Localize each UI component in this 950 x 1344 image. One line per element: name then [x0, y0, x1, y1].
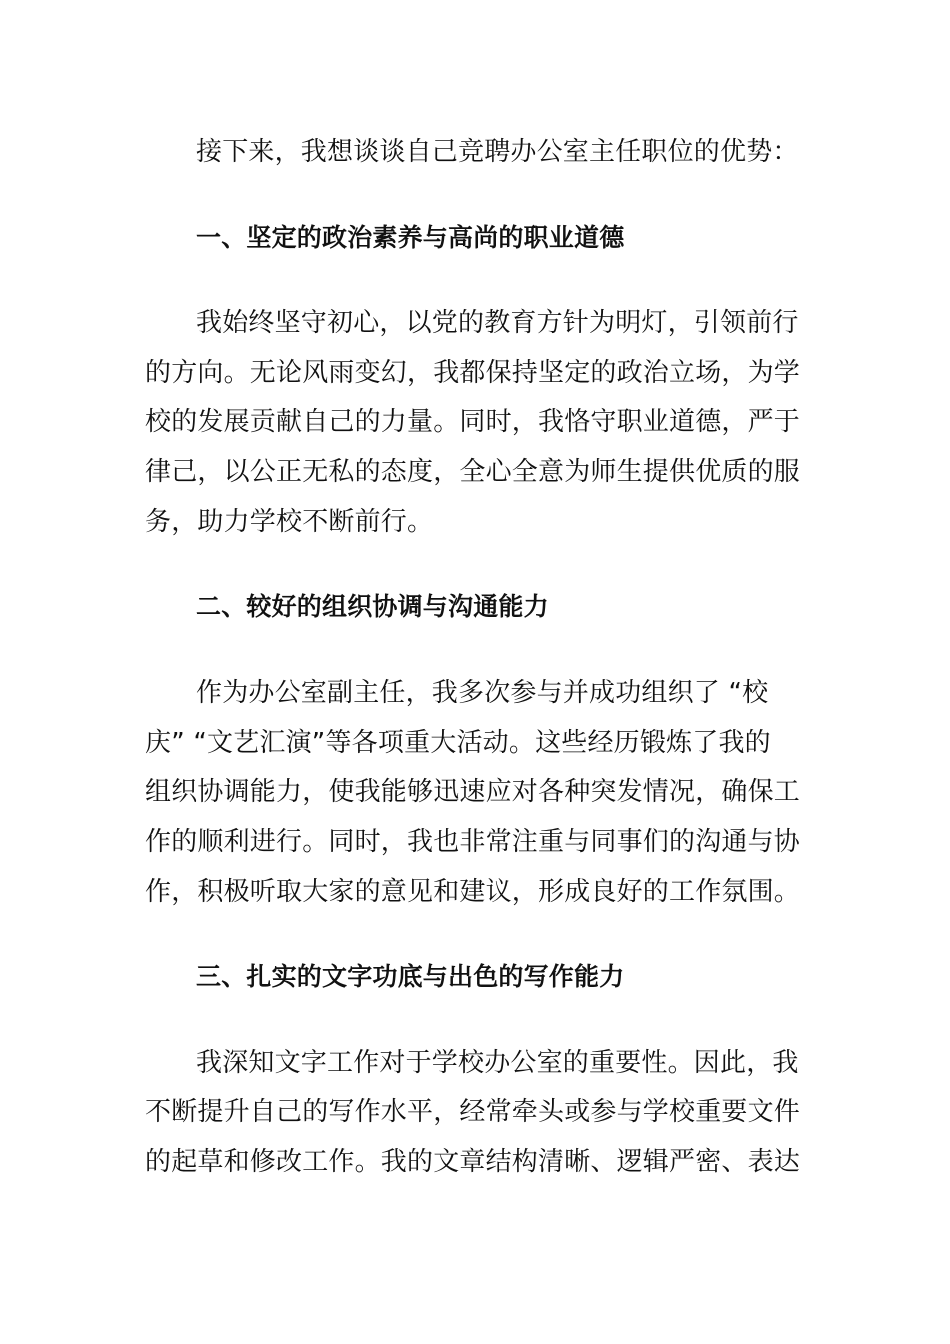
paragraph-line: 作，积极听取大家的意见和建议，形成良好的工作氛围。 [145, 877, 801, 907]
paragraph-line: 我始终坚守初心，以党的教育方针为明灯，引领前行 [196, 308, 799, 338]
paragraph-line: 律己，以公正无私的态度，全心全意为师生提供优质的服 [145, 457, 801, 487]
paragraph-line: 组织协调能力，使我能够迅速应对各种突发情况，确保工 [145, 777, 801, 807]
section-heading-3: 三、扎实的文字功底与出色的写作能力 [196, 962, 625, 991]
section-heading-1: 一、坚定的政治素养与高尚的职业道德 [196, 223, 625, 252]
paragraph-line: 庆” “文艺汇演”等各项重大活动。这些经历锻炼了我的 [145, 728, 771, 758]
section-heading-2: 二、较好的组织协调与沟通能力 [196, 592, 549, 621]
paragraph-line: 我深知文字工作对于学校办公室的重要性。因此，我 [196, 1048, 799, 1078]
paragraph-line: 作的顺利进行。同时，我也非常注重与同事们的沟通与协 [145, 827, 801, 857]
paragraph-line: 的起草和修改工作。我的文章结构清晰、逻辑严密、表达 [145, 1147, 801, 1177]
paragraph-line: 不断提升自己的写作水平，经常牵头或参与学校重要文件 [145, 1097, 801, 1127]
paragraph-line: 的方向。无论风雨变幻，我都保持坚定的政治立场，为学 [145, 358, 801, 388]
paragraph-line: 务，助力学校不断前行。 [145, 507, 434, 537]
paragraph-line: 作为办公室副主任，我多次参与并成功组织了 “校 [196, 678, 769, 708]
paragraph-line: 校的发展贡献自己的力量。同时，我恪守职业道德，严于 [145, 407, 801, 437]
intro-paragraph: 接下来，我想谈谈自己竞聘办公室主任职位的优势： [196, 137, 799, 167]
